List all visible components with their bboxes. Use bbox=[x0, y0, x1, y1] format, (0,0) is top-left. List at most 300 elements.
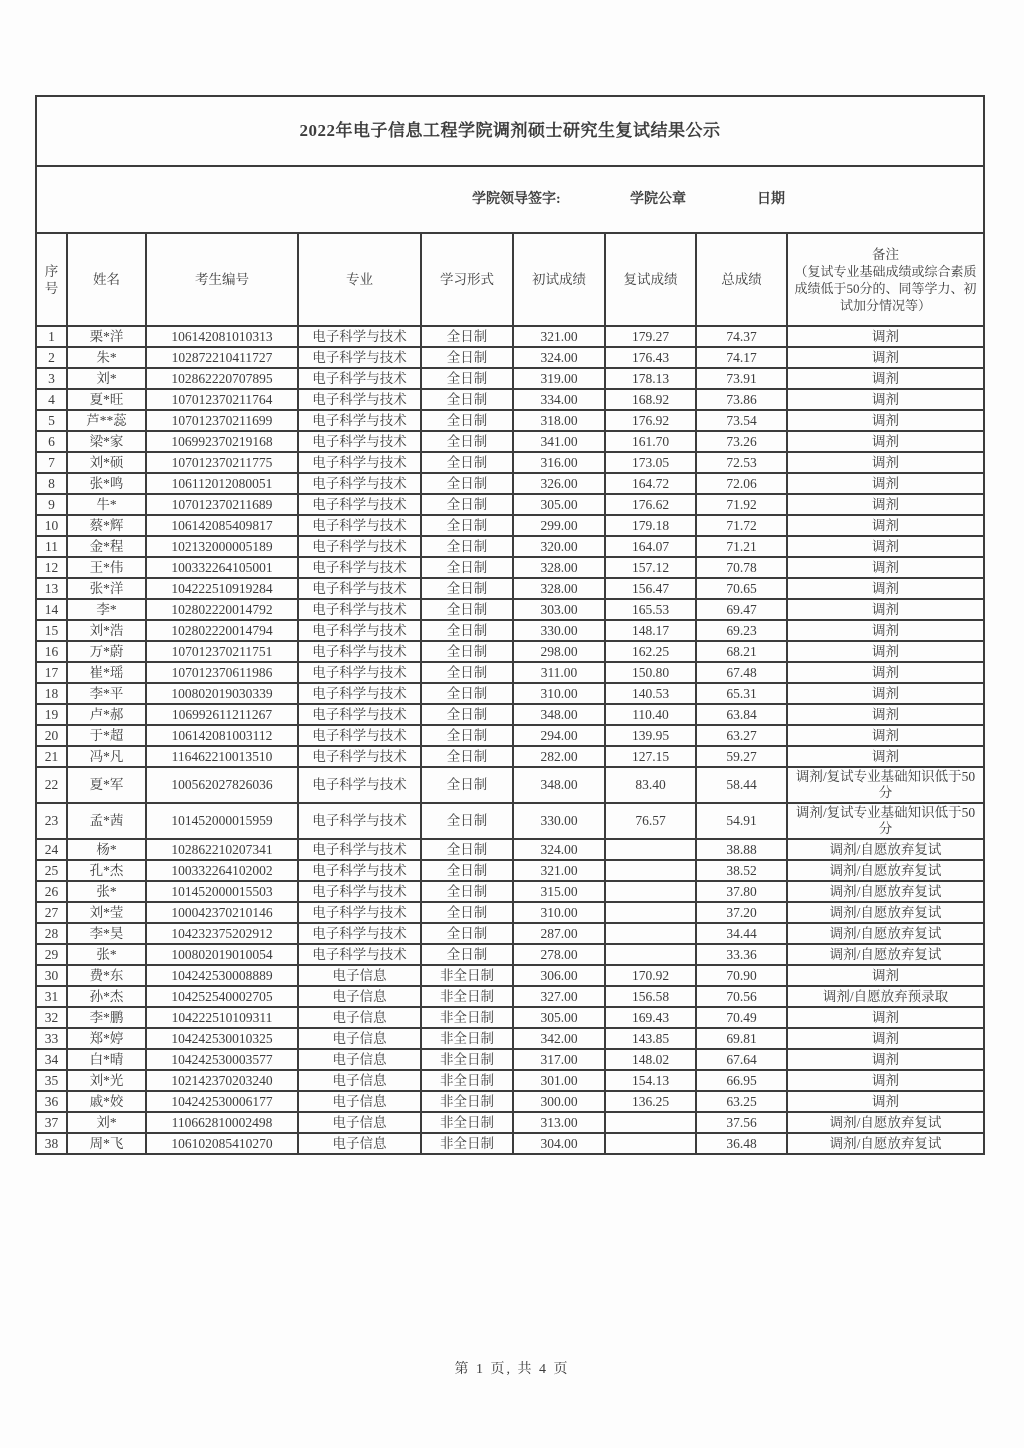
cell-initial-score: 321.00 bbox=[513, 860, 605, 881]
cell-remark: 调剂 bbox=[787, 746, 984, 767]
cell-study-form: 全日制 bbox=[421, 578, 513, 599]
cell-no: 35 bbox=[36, 1070, 67, 1091]
cell-total-score: 54.91 bbox=[696, 803, 787, 839]
cell-initial-score: 330.00 bbox=[513, 620, 605, 641]
table-row bbox=[36, 620, 984, 641]
cell-study-form: 全日制 bbox=[421, 662, 513, 683]
cell-candidate-id: 102862220707895 bbox=[146, 368, 298, 389]
cell-total-score: 70.56 bbox=[696, 986, 787, 1007]
cell-study-form: 全日制 bbox=[421, 431, 513, 452]
cell-initial-score: 311.00 bbox=[513, 662, 605, 683]
cell-remark: 调剂 bbox=[787, 641, 984, 662]
table-row bbox=[36, 803, 984, 839]
cell-initial-score: 327.00 bbox=[513, 986, 605, 1007]
cell-candidate-id: 101452000015503 bbox=[146, 881, 298, 902]
cell-name: 李*昊 bbox=[67, 923, 146, 944]
table-row bbox=[36, 1070, 984, 1091]
table-row bbox=[36, 1049, 984, 1070]
cell-total-score: 36.48 bbox=[696, 1133, 787, 1154]
cell-remark: 调剂/自愿放弃复试 bbox=[787, 923, 984, 944]
cell-candidate-id: 104252540002705 bbox=[146, 986, 298, 1007]
cell-name: 杨* bbox=[67, 839, 146, 860]
table-row bbox=[36, 431, 984, 452]
cell-major: 电子科学与技术 bbox=[298, 410, 421, 431]
cell-remark: 调剂 bbox=[787, 1007, 984, 1028]
cell-total-score: 74.17 bbox=[696, 347, 787, 368]
cell-major: 电子科学与技术 bbox=[298, 662, 421, 683]
cell-name: 张*鸣 bbox=[67, 473, 146, 494]
cell-name: 刘*硕 bbox=[67, 452, 146, 473]
cell-name: 刘*浩 bbox=[67, 620, 146, 641]
cell-initial-score: 304.00 bbox=[513, 1133, 605, 1154]
cell-candidate-id: 106992611211267 bbox=[146, 704, 298, 725]
cell-major: 电子科学与技术 bbox=[298, 389, 421, 410]
cell-name: 费*东 bbox=[67, 965, 146, 986]
cell-study-form: 全日制 bbox=[421, 860, 513, 881]
cell-candidate-id: 106112012080051 bbox=[146, 473, 298, 494]
cell-total-score: 63.27 bbox=[696, 725, 787, 746]
cell-retest-score bbox=[605, 860, 696, 881]
cell-total-score: 70.65 bbox=[696, 578, 787, 599]
cell-total-score: 69.47 bbox=[696, 599, 787, 620]
cell-total-score: 33.36 bbox=[696, 944, 787, 965]
table-row bbox=[36, 986, 984, 1007]
cell-no: 6 bbox=[36, 431, 67, 452]
cell-no: 15 bbox=[36, 620, 67, 641]
cell-study-form: 非全日制 bbox=[421, 1133, 513, 1154]
table-row bbox=[36, 965, 984, 986]
cell-study-form: 全日制 bbox=[421, 515, 513, 536]
cell-name: 张* bbox=[67, 944, 146, 965]
cell-no: 13 bbox=[36, 578, 67, 599]
table-row bbox=[36, 494, 984, 515]
cell-candidate-id: 104232375202912 bbox=[146, 923, 298, 944]
cell-remark: 调剂 bbox=[787, 704, 984, 725]
cell-major: 电子科学与技术 bbox=[298, 473, 421, 494]
cell-no: 1 bbox=[36, 326, 67, 347]
cell-total-score: 72.53 bbox=[696, 452, 787, 473]
cell-name: 白*晴 bbox=[67, 1049, 146, 1070]
cell-retest-score: 140.53 bbox=[605, 683, 696, 704]
cell-major: 电子科学与技术 bbox=[298, 725, 421, 746]
results-table bbox=[35, 95, 985, 1155]
cell-name: 金*程 bbox=[67, 536, 146, 557]
cell-retest-score: 150.80 bbox=[605, 662, 696, 683]
cell-total-score: 70.78 bbox=[696, 557, 787, 578]
cell-no: 21 bbox=[36, 746, 67, 767]
cell-no: 16 bbox=[36, 641, 67, 662]
cell-name: 李*平 bbox=[67, 683, 146, 704]
cell-name: 王*伟 bbox=[67, 557, 146, 578]
cell-study-form: 全日制 bbox=[421, 452, 513, 473]
cell-major: 电子科学与技术 bbox=[298, 839, 421, 860]
col-header-major: 专业 bbox=[298, 233, 421, 326]
cell-major: 电子科学与技术 bbox=[298, 557, 421, 578]
cell-retest-score: 156.47 bbox=[605, 578, 696, 599]
cell-name: 张*洋 bbox=[67, 578, 146, 599]
cell-candidate-id: 107012370211764 bbox=[146, 389, 298, 410]
cell-retest-score: 164.07 bbox=[605, 536, 696, 557]
cell-study-form: 全日制 bbox=[421, 368, 513, 389]
cell-candidate-id: 101452000015959 bbox=[146, 803, 298, 839]
cell-study-form: 非全日制 bbox=[421, 1070, 513, 1091]
cell-total-score: 69.81 bbox=[696, 1028, 787, 1049]
cell-name: 冯*凡 bbox=[67, 746, 146, 767]
cell-name: 孟*茜 bbox=[67, 803, 146, 839]
table-row bbox=[36, 725, 984, 746]
cell-total-score: 63.25 bbox=[696, 1091, 787, 1112]
cell-study-form: 全日制 bbox=[421, 620, 513, 641]
table-row bbox=[36, 557, 984, 578]
cell-retest-score: 154.13 bbox=[605, 1070, 696, 1091]
cell-initial-score: 306.00 bbox=[513, 965, 605, 986]
cell-retest-score: 161.70 bbox=[605, 431, 696, 452]
document-sheet bbox=[35, 95, 983, 1155]
cell-major: 电子科学与技术 bbox=[298, 881, 421, 902]
cell-retest-score: 176.62 bbox=[605, 494, 696, 515]
cell-initial-score: 301.00 bbox=[513, 1070, 605, 1091]
cell-total-score: 73.26 bbox=[696, 431, 787, 452]
cell-study-form: 非全日制 bbox=[421, 1091, 513, 1112]
cell-name: 芦**蕊 bbox=[67, 410, 146, 431]
table-row bbox=[36, 473, 984, 494]
cell-no: 23 bbox=[36, 803, 67, 839]
cell-name: 牛* bbox=[67, 494, 146, 515]
cell-total-score: 70.49 bbox=[696, 1007, 787, 1028]
cell-initial-score: 324.00 bbox=[513, 839, 605, 860]
table-row bbox=[36, 860, 984, 881]
cell-remark: 调剂 bbox=[787, 1028, 984, 1049]
cell-major: 电子信息 bbox=[298, 1112, 421, 1133]
cell-no: 24 bbox=[36, 839, 67, 860]
cell-retest-score: 76.57 bbox=[605, 803, 696, 839]
cell-remark: 调剂 bbox=[787, 620, 984, 641]
cell-major: 电子科学与技术 bbox=[298, 767, 421, 803]
cell-candidate-id: 100802019030339 bbox=[146, 683, 298, 704]
table-row bbox=[36, 347, 984, 368]
cell-remark: 调剂/自愿放弃复试 bbox=[787, 860, 984, 881]
page-number: 第 1 页, 共 4 页 bbox=[454, 1362, 570, 1377]
cell-retest-score bbox=[605, 1133, 696, 1154]
table-row bbox=[36, 923, 984, 944]
cell-initial-score: 287.00 bbox=[513, 923, 605, 944]
cell-name: 李* bbox=[67, 599, 146, 620]
table-row bbox=[36, 1091, 984, 1112]
cell-total-score: 58.44 bbox=[696, 767, 787, 803]
cell-study-form: 全日制 bbox=[421, 473, 513, 494]
cell-initial-score: 328.00 bbox=[513, 557, 605, 578]
cell-name: 戚*姣 bbox=[67, 1091, 146, 1112]
cell-total-score: 63.84 bbox=[696, 704, 787, 725]
cell-initial-score: 316.00 bbox=[513, 452, 605, 473]
cell-study-form: 全日制 bbox=[421, 704, 513, 725]
cell-study-form: 全日制 bbox=[421, 746, 513, 767]
cell-study-form: 全日制 bbox=[421, 839, 513, 860]
cell-name: 万*蔚 bbox=[67, 641, 146, 662]
cell-retest-score bbox=[605, 839, 696, 860]
cell-retest-score: 165.53 bbox=[605, 599, 696, 620]
cell-no: 3 bbox=[36, 368, 67, 389]
cell-candidate-id: 102862210207341 bbox=[146, 839, 298, 860]
cell-total-score: 70.90 bbox=[696, 965, 787, 986]
col-header-remark bbox=[787, 233, 984, 326]
cell-total-score: 37.80 bbox=[696, 881, 787, 902]
cell-retest-score bbox=[605, 1112, 696, 1133]
cell-major: 电子科学与技术 bbox=[298, 902, 421, 923]
remark-header-title: 备注 bbox=[872, 246, 900, 262]
cell-study-form: 全日制 bbox=[421, 326, 513, 347]
cell-candidate-id: 107012370211689 bbox=[146, 494, 298, 515]
cell-initial-score: 310.00 bbox=[513, 683, 605, 704]
cell-no: 31 bbox=[36, 986, 67, 1007]
cell-no: 17 bbox=[36, 662, 67, 683]
cell-no: 8 bbox=[36, 473, 67, 494]
cell-no: 25 bbox=[36, 860, 67, 881]
cell-major: 电子科学与技术 bbox=[298, 923, 421, 944]
cell-retest-score: 179.18 bbox=[605, 515, 696, 536]
cell-candidate-id: 107012370211699 bbox=[146, 410, 298, 431]
table-row bbox=[36, 368, 984, 389]
cell-remark: 调剂 bbox=[787, 1070, 984, 1091]
cell-candidate-id: 102802220014794 bbox=[146, 620, 298, 641]
table-row bbox=[36, 1007, 984, 1028]
cell-study-form: 全日制 bbox=[421, 725, 513, 746]
cell-study-form: 非全日制 bbox=[421, 965, 513, 986]
cell-retest-score: 143.85 bbox=[605, 1028, 696, 1049]
cell-major: 电子科学与技术 bbox=[298, 578, 421, 599]
cell-no: 10 bbox=[36, 515, 67, 536]
cell-major: 电子科学与技术 bbox=[298, 944, 421, 965]
cell-study-form: 全日制 bbox=[421, 536, 513, 557]
results-rows bbox=[36, 326, 984, 1154]
cell-total-score: 72.06 bbox=[696, 473, 787, 494]
cell-total-score: 66.95 bbox=[696, 1070, 787, 1091]
cell-name: 周*飞 bbox=[67, 1133, 146, 1154]
cell-no: 32 bbox=[36, 1007, 67, 1028]
cell-remark: 调剂 bbox=[787, 431, 984, 452]
col-header-study-form: 学习形式 bbox=[421, 233, 513, 326]
cell-name: 蔡*辉 bbox=[67, 515, 146, 536]
cell-initial-score: 348.00 bbox=[513, 704, 605, 725]
cell-no: 7 bbox=[36, 452, 67, 473]
cell-remark: 调剂/自愿放弃复试 bbox=[787, 1133, 984, 1154]
cell-total-score: 59.27 bbox=[696, 746, 787, 767]
cell-major: 电子科学与技术 bbox=[298, 746, 421, 767]
cell-candidate-id: 100042370210146 bbox=[146, 902, 298, 923]
cell-initial-score: 341.00 bbox=[513, 431, 605, 452]
cell-candidate-id: 100802019010054 bbox=[146, 944, 298, 965]
cell-total-score: 73.91 bbox=[696, 368, 787, 389]
cell-candidate-id: 102132000005189 bbox=[146, 536, 298, 557]
cell-remark: 调剂/自愿放弃复试 bbox=[787, 944, 984, 965]
cell-major: 电子科学与技术 bbox=[298, 641, 421, 662]
cell-candidate-id: 106142081003112 bbox=[146, 725, 298, 746]
page-title: 2022年电子信息工程学院调剂硕士研究生复试结果公示 bbox=[36, 96, 984, 166]
cell-remark: 调剂 bbox=[787, 515, 984, 536]
col-header-total-score: 总成绩 bbox=[696, 233, 787, 326]
cell-no: 29 bbox=[36, 944, 67, 965]
table-row bbox=[36, 515, 984, 536]
cell-retest-score: 157.12 bbox=[605, 557, 696, 578]
table-row bbox=[36, 1133, 984, 1154]
table-row bbox=[36, 599, 984, 620]
cell-initial-score: 317.00 bbox=[513, 1049, 605, 1070]
cell-initial-score: 334.00 bbox=[513, 389, 605, 410]
cell-remark: 调剂 bbox=[787, 452, 984, 473]
cell-remark: 调剂/复试专业基础知识低于50分 bbox=[787, 767, 984, 803]
title-row bbox=[36, 96, 984, 166]
cell-retest-score bbox=[605, 902, 696, 923]
cell-candidate-id: 104222510109311 bbox=[146, 1007, 298, 1028]
cell-candidate-id: 104242530003577 bbox=[146, 1049, 298, 1070]
cell-remark: 调剂/自愿放弃复试 bbox=[787, 902, 984, 923]
cell-study-form: 非全日制 bbox=[421, 1028, 513, 1049]
cell-total-score: 71.92 bbox=[696, 494, 787, 515]
cell-remark: 调剂 bbox=[787, 1091, 984, 1112]
signature-row bbox=[36, 166, 984, 233]
cell-candidate-id: 116462210013510 bbox=[146, 746, 298, 767]
cell-retest-score: 178.13 bbox=[605, 368, 696, 389]
cell-major: 电子信息 bbox=[298, 1028, 421, 1049]
cell-name: 夏*军 bbox=[67, 767, 146, 803]
table-row bbox=[36, 578, 984, 599]
cell-remark: 调剂/复试专业基础知识低于50分 bbox=[787, 803, 984, 839]
cell-total-score: 73.54 bbox=[696, 410, 787, 431]
cell-retest-score: 169.43 bbox=[605, 1007, 696, 1028]
cell-major: 电子科学与技术 bbox=[298, 536, 421, 557]
cell-no: 2 bbox=[36, 347, 67, 368]
col-header-name: 姓名 bbox=[67, 233, 146, 326]
cell-initial-score: 299.00 bbox=[513, 515, 605, 536]
cell-retest-score: 170.92 bbox=[605, 965, 696, 986]
cell-retest-score bbox=[605, 944, 696, 965]
table-row bbox=[36, 641, 984, 662]
cell-no: 20 bbox=[36, 725, 67, 746]
cell-major: 电子科学与技术 bbox=[298, 494, 421, 515]
cell-name: 张* bbox=[67, 881, 146, 902]
cell-no: 5 bbox=[36, 410, 67, 431]
cell-remark: 调剂/自愿放弃预录取 bbox=[787, 986, 984, 1007]
cell-total-score: 74.37 bbox=[696, 326, 787, 347]
cell-remark: 调剂 bbox=[787, 389, 984, 410]
cell-initial-score: 318.00 bbox=[513, 410, 605, 431]
table-row bbox=[36, 746, 984, 767]
cell-name: 于*超 bbox=[67, 725, 146, 746]
table-row bbox=[36, 662, 984, 683]
table-row bbox=[36, 704, 984, 725]
cell-candidate-id: 100562027826036 bbox=[146, 767, 298, 803]
cell-total-score: 73.86 bbox=[696, 389, 787, 410]
cell-name: 崔*瑶 bbox=[67, 662, 146, 683]
cell-study-form: 全日制 bbox=[421, 803, 513, 839]
cell-initial-score: 310.00 bbox=[513, 902, 605, 923]
cell-retest-score bbox=[605, 881, 696, 902]
table-row bbox=[36, 452, 984, 473]
cell-name: 李*鹏 bbox=[67, 1007, 146, 1028]
cell-remark: 调剂 bbox=[787, 965, 984, 986]
cell-remark: 调剂/自愿放弃复试 bbox=[787, 881, 984, 902]
cell-initial-score: 320.00 bbox=[513, 536, 605, 557]
cell-remark: 调剂 bbox=[787, 536, 984, 557]
cell-initial-score: 282.00 bbox=[513, 746, 605, 767]
cell-study-form: 全日制 bbox=[421, 641, 513, 662]
table-row bbox=[36, 389, 984, 410]
cell-major: 电子科学与技术 bbox=[298, 368, 421, 389]
cell-candidate-id: 102802220014792 bbox=[146, 599, 298, 620]
cell-remark: 调剂 bbox=[787, 557, 984, 578]
cell-candidate-id: 110662810002498 bbox=[146, 1112, 298, 1133]
cell-initial-score: 326.00 bbox=[513, 473, 605, 494]
cell-major: 电子信息 bbox=[298, 1007, 421, 1028]
cell-major: 电子科学与技术 bbox=[298, 347, 421, 368]
cell-candidate-id: 104242530010325 bbox=[146, 1028, 298, 1049]
cell-candidate-id: 106142081010313 bbox=[146, 326, 298, 347]
cell-study-form: 全日制 bbox=[421, 902, 513, 923]
cell-initial-score: 294.00 bbox=[513, 725, 605, 746]
cell-major: 电子科学与技术 bbox=[298, 860, 421, 881]
cell-no: 14 bbox=[36, 599, 67, 620]
cell-study-form: 全日制 bbox=[421, 410, 513, 431]
cell-name: 刘* bbox=[67, 1112, 146, 1133]
cell-remark: 调剂 bbox=[787, 683, 984, 704]
cell-remark: 调剂 bbox=[787, 725, 984, 746]
cell-retest-score: 139.95 bbox=[605, 725, 696, 746]
cell-major: 电子信息 bbox=[298, 1070, 421, 1091]
cell-study-form: 非全日制 bbox=[421, 1049, 513, 1070]
cell-study-form: 非全日制 bbox=[421, 986, 513, 1007]
cell-retest-score: 179.27 bbox=[605, 326, 696, 347]
cell-retest-score: 164.72 bbox=[605, 473, 696, 494]
cell-name: 梁*家 bbox=[67, 431, 146, 452]
cell-name: 朱* bbox=[67, 347, 146, 368]
cell-remark: 调剂 bbox=[787, 473, 984, 494]
cell-total-score: 69.23 bbox=[696, 620, 787, 641]
cell-remark: 调剂/自愿放弃复试 bbox=[787, 839, 984, 860]
cell-no: 38 bbox=[36, 1133, 67, 1154]
cell-retest-score: 148.17 bbox=[605, 620, 696, 641]
cell-study-form: 全日制 bbox=[421, 347, 513, 368]
cell-candidate-id: 104242530008889 bbox=[146, 965, 298, 986]
cell-no: 37 bbox=[36, 1112, 67, 1133]
table-row bbox=[36, 1112, 984, 1133]
cell-candidate-id: 106102085410270 bbox=[146, 1133, 298, 1154]
cell-retest-score: 83.40 bbox=[605, 767, 696, 803]
cell-initial-score: 328.00 bbox=[513, 578, 605, 599]
cell-major: 电子信息 bbox=[298, 1133, 421, 1154]
col-header-initial-score: 初试成绩 bbox=[513, 233, 605, 326]
cell-retest-score: 173.05 bbox=[605, 452, 696, 473]
cell-initial-score: 305.00 bbox=[513, 1007, 605, 1028]
table-row bbox=[36, 410, 984, 431]
cell-retest-score: 110.40 bbox=[605, 704, 696, 725]
cell-initial-score: 300.00 bbox=[513, 1091, 605, 1112]
cell-remark: 调剂 bbox=[787, 1049, 984, 1070]
cell-name: 栗*洋 bbox=[67, 326, 146, 347]
cell-remark: 调剂 bbox=[787, 347, 984, 368]
cell-total-score: 68.21 bbox=[696, 641, 787, 662]
leader-signature-label: 学院领导签字: bbox=[472, 191, 561, 207]
cell-study-form: 全日制 bbox=[421, 389, 513, 410]
cell-study-form: 非全日制 bbox=[421, 1007, 513, 1028]
table-row bbox=[36, 881, 984, 902]
table-row bbox=[36, 767, 984, 803]
cell-major: 电子信息 bbox=[298, 965, 421, 986]
cell-candidate-id: 107012370211751 bbox=[146, 641, 298, 662]
header-row bbox=[36, 233, 984, 326]
cell-study-form: 全日制 bbox=[421, 767, 513, 803]
cell-candidate-id: 104222510919284 bbox=[146, 578, 298, 599]
cell-major: 电子科学与技术 bbox=[298, 431, 421, 452]
